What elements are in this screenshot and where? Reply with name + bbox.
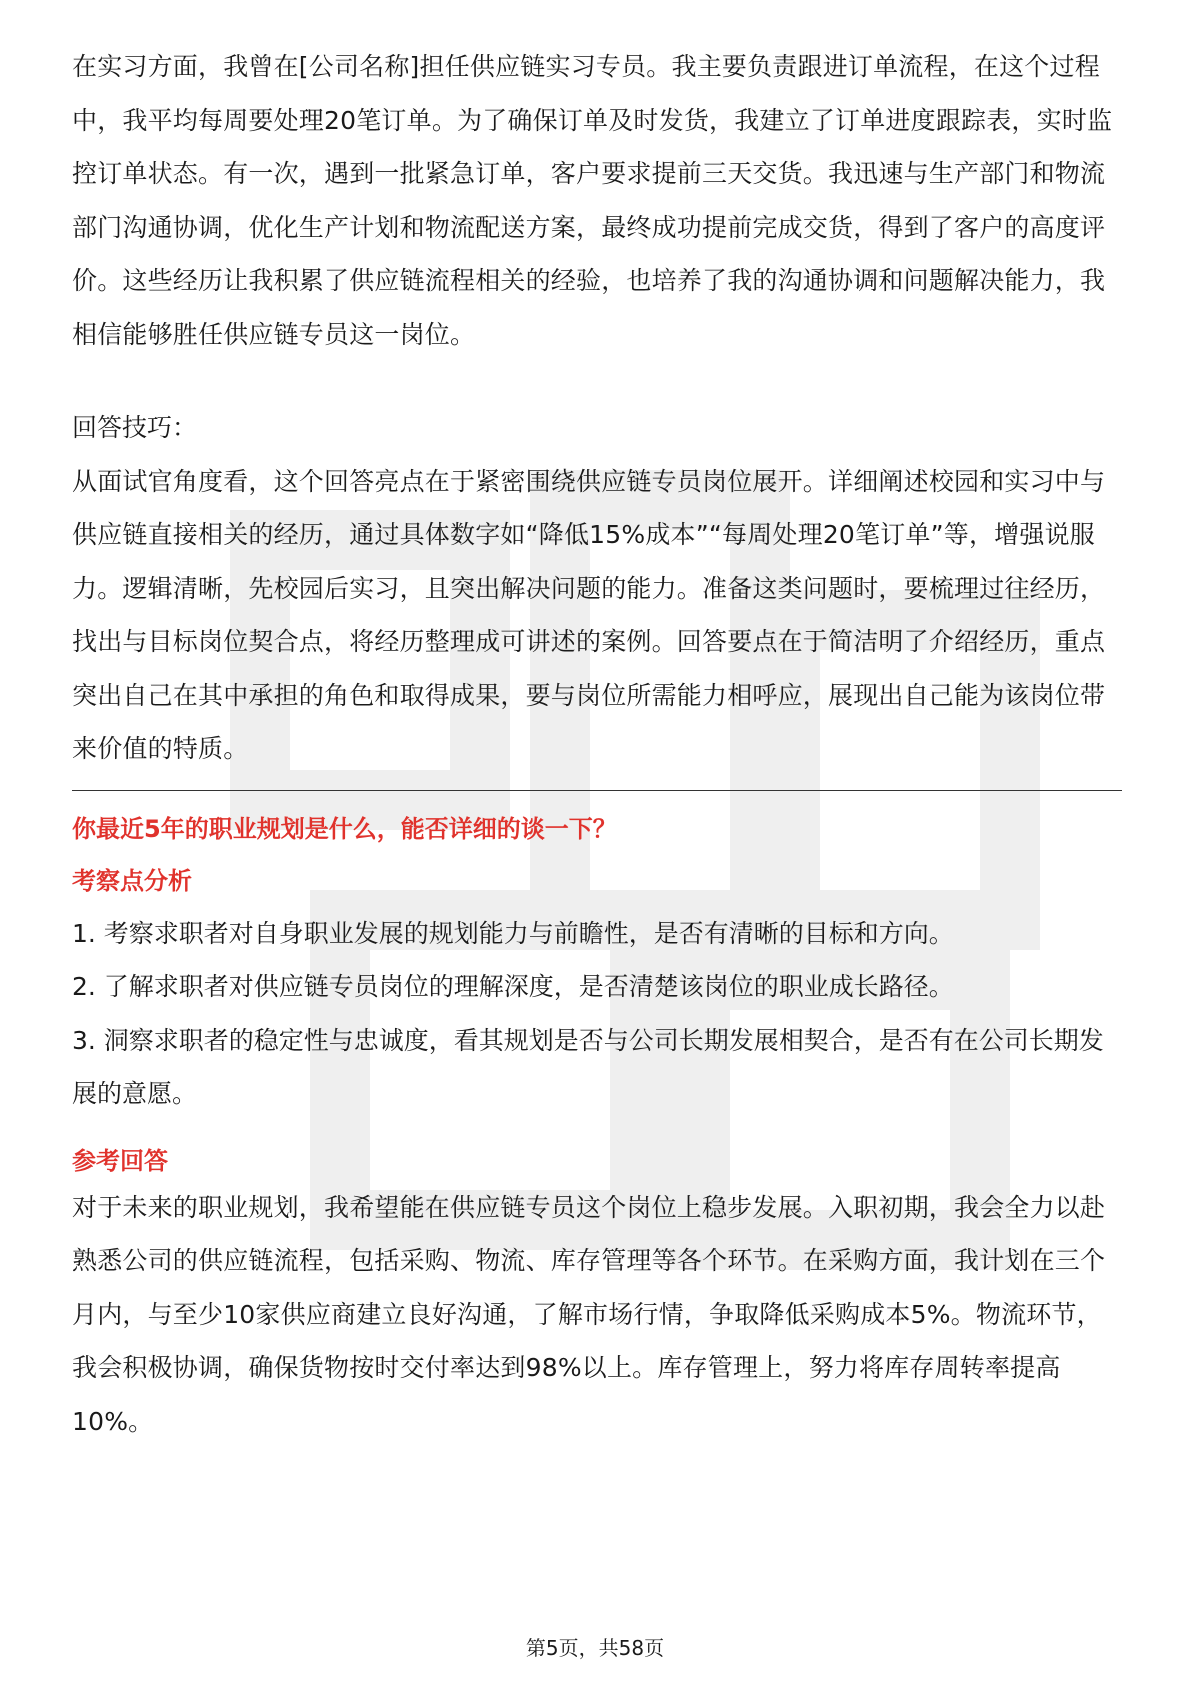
section-divider <box>72 790 1122 791</box>
analysis-heading: 考察点分析 <box>72 866 192 895</box>
answer-tip-body: 从面试官角度看，这个回答亮点在于紧密围绕供应链专员岗位展开。详细阐述校园和实习中与供应链直接相关的经历，通过具体数字如“降低15%成本”“每周处理20笔订单”等，增强说服力。逻辑清晰，先校园后实习，且突出解决问题的能力。准备这类问题时，要梳理过往经历，找出与目标岗位契合点，将经历整理成可讲述的案例。回答要点在于简洁明了介绍经历，重点突出自己在其中承担的角色和取得成果，要与岗位所需能力相呼应，展现出自己能为该岗位带来价值的特质。 <box>72 466 1106 763</box>
page-footer: 第5页，共58页 <box>525 1636 665 1660</box>
reference-body: 对于未来的职业规划，我希望能在供应链专员这个岗位上稳步发展。入职初期，我会全力以赴熟悉公司的供应链流程，包括采购、物流、库存管理等各个环节。在采购方面，我计划在三个月内，与至少10家供应商建立良好沟通，了解市场行情，争取降低采购成本5%。物流环节，我会积极协调，确保货物按时交付率达到98%以上。库存管理上，努力将库存周转率提高10%。 <box>72 1192 1106 1436</box>
analysis-item: 2. 了解求职者对供应链专员岗位的理解深度，是否清楚该岗位的职业成长路径。 <box>72 972 954 1001</box>
document-page <box>72 40 1122 1448</box>
answer-tip-heading: 回答技巧： <box>72 413 198 442</box>
analysis-item: 1. 考察求职者对自身职业发展的规划能力与前瞻性，是否有清晰的目标和方向。 <box>72 918 954 948</box>
analysis-item: 3. 洞察求职者的稳定性与忠诚度，看其规划是否与公司长期发展相契合，是否有在公司长期发展的意愿。 <box>72 1025 1104 1108</box>
reference-heading: 参考回答 <box>72 1146 168 1175</box>
intro-paragraph: 在实习方面，我曾在[公司名称]担任供应链实习专员。我主要负责跟进订单流程，在这个过程中，我平均每周要处理20笔订单。为了确保订单及时发货，我建立了订单进度跟踪表，实时监控订单状态。有一次，遇到一批紧急订单，客户要求提前三天交货。我迅速与生产部门和物流部门沟通协调，优化生产计划和物流配送方案，最终成功提前完成交货，得到了客户的高度评价。这些经历让我积累了供应链流程相关的经验，也培养了我的沟通协调和问题解决能力，我相信能够胜任供应链专员这一岗位。 <box>72 52 1113 349</box>
question-title: 你最近5年的职业规划是什么，能否详细的谈一下？ <box>72 814 617 843</box>
